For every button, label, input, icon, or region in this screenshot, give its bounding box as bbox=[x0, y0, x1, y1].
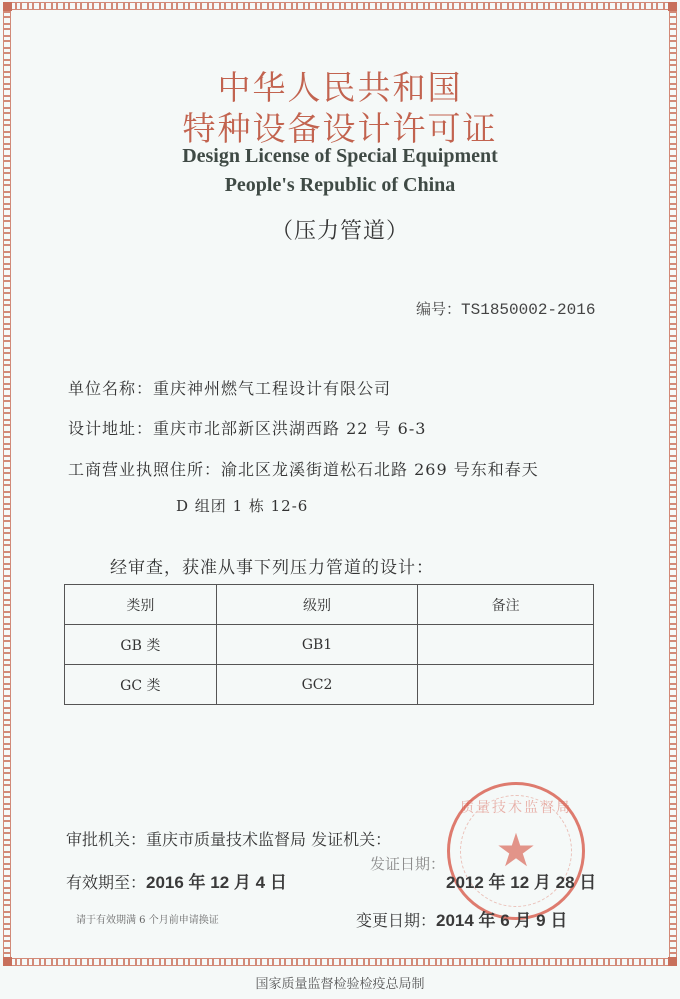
border-corner bbox=[668, 957, 677, 966]
title-en-country: People's Republic of China bbox=[224, 174, 456, 196]
header-grade: 级别 bbox=[216, 585, 418, 625]
design-address-value: 重庆市北部新区洪湖西路 22 号 6-3 bbox=[153, 419, 427, 438]
border-corner bbox=[668, 2, 677, 11]
issue-date-value: 2012 年 12 月 28 日 bbox=[446, 873, 597, 892]
official-seal-stamp bbox=[447, 782, 585, 920]
change-date-value: 2014 年 6 月 9 日 bbox=[436, 911, 568, 930]
cell-grade: GB1 bbox=[216, 625, 418, 665]
approval-intro: 经审查，获准从事下列压力管道的设计： bbox=[110, 558, 434, 578]
design-address-field bbox=[68, 416, 426, 439]
unit-name-field bbox=[68, 376, 391, 399]
business-address-label: 工商营业执照住所： bbox=[68, 460, 222, 479]
border-corner bbox=[3, 957, 12, 966]
serial-label: 编号： bbox=[416, 300, 462, 318]
title-en-license: Design License of Special Equipment bbox=[182, 145, 498, 167]
seal-text: 质量技术监督局 bbox=[460, 800, 572, 816]
cell-category: GC 类 bbox=[65, 665, 217, 705]
business-address-line2: D 组团 1 栋 12-6 bbox=[176, 497, 309, 515]
business-address-value: 渝北区龙溪街道松石北路 269 号东和春天 bbox=[221, 460, 539, 479]
border-top bbox=[3, 2, 677, 10]
design-address-label: 设计地址： bbox=[68, 419, 154, 438]
authority-line bbox=[66, 827, 391, 850]
header-category: 类别 bbox=[65, 585, 217, 625]
business-address-field bbox=[68, 457, 539, 480]
issuer-footer: 国家质量监督检验检疫总局制 bbox=[255, 977, 425, 992]
issue-date-label: 发证日期： bbox=[370, 855, 446, 873]
serial-number bbox=[416, 298, 595, 319]
star-icon: ★ bbox=[495, 823, 537, 877]
change-date-line bbox=[356, 906, 567, 931]
issuing-authority-label: 发证机关： bbox=[311, 830, 392, 849]
change-date-label: 变更日期： bbox=[356, 911, 437, 930]
valid-until-line bbox=[66, 868, 287, 893]
unit-name-label: 单位名称： bbox=[68, 379, 154, 398]
cell-remarks bbox=[418, 625, 594, 665]
scope-table bbox=[64, 584, 594, 705]
serial-value: TS1850002-2016 bbox=[461, 301, 596, 319]
valid-until-value: 2016 年 12 月 4 日 bbox=[146, 873, 287, 892]
valid-until-label: 有效期至： bbox=[66, 873, 147, 892]
title-cn-license: 特种设备设计许可证 bbox=[182, 109, 498, 148]
table-row bbox=[65, 625, 594, 665]
table-header-row bbox=[65, 585, 594, 625]
cell-category: GB 类 bbox=[65, 625, 217, 665]
border-corner bbox=[3, 2, 12, 11]
renewal-note: 请于有效期满 6 个月前申请换证 bbox=[76, 915, 219, 926]
table-row bbox=[65, 665, 594, 705]
border-bottom bbox=[3, 958, 677, 966]
title-cn-country: 中华人民共和国 bbox=[217, 68, 463, 107]
unit-name-value: 重庆神州燃气工程设计有限公司 bbox=[153, 379, 392, 398]
approving-authority-value: 重庆市质量技术监督局 bbox=[146, 830, 307, 849]
cell-remarks bbox=[418, 665, 594, 705]
cell-grade: GC2 bbox=[216, 665, 418, 705]
license-category: （压力管道） bbox=[270, 219, 409, 244]
approving-authority-label: 审批机关： bbox=[66, 830, 147, 849]
header-remarks: 备注 bbox=[418, 585, 594, 625]
